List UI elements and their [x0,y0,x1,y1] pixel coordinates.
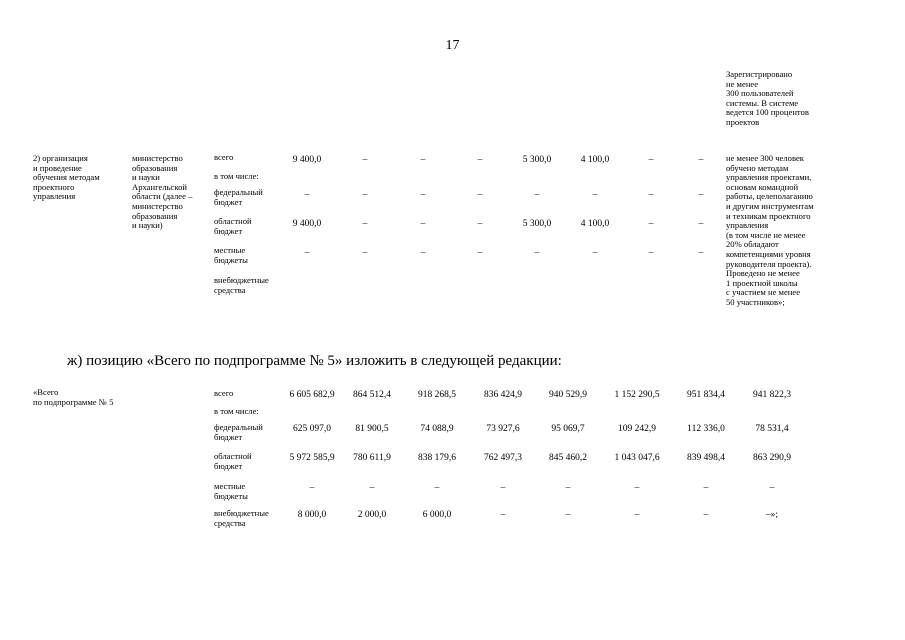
value-cell: – [477,190,483,200]
value-cell: – [648,155,654,165]
item2-executor: министерство образования и науки Архангельской области (далее – министерство образования и науки) [132,153,193,231]
value-cell: 951 834,4 [687,390,725,400]
value-cell: – [420,155,426,165]
value-cell: 940 529,9 [549,390,587,400]
value-cell: – [369,483,375,493]
value-cell: 941 822,3 [753,390,791,400]
value-cell: – [698,155,704,165]
value-cell: – [420,248,426,258]
value-cell: – [362,155,368,165]
value-cell: – [420,219,426,229]
source-label: в том числе: [214,406,259,416]
value-cell: – [703,510,709,520]
value-cell: – [362,248,368,258]
value-cell: 74 088,9 [420,424,454,434]
value-cell: 1 043 047,6 [614,453,660,463]
value-cell: 112 336,0 [687,424,725,434]
value-cell: 73 927,6 [486,424,520,434]
source-label: внебюджетные средства [214,275,269,295]
value-cell: – [477,219,483,229]
source-label: федеральный бюджет [214,422,263,442]
value-cell: – [769,483,775,493]
source-label: местные бюджеты [214,245,248,265]
value-cell: –»; [765,510,779,520]
section-heading: ж) позицию «Всего по подпрограмме № 5» изложить в следующей редакции: [67,353,562,369]
value-cell: – [592,248,598,258]
value-cell: 78 531,4 [755,424,789,434]
value-cell: – [648,248,654,258]
previous-row-outcome: Зарегистрировано не менее 300 пользователей системы. В системе ведется 100 процентов проектов [726,69,809,127]
value-cell: – [634,510,640,520]
value-cell: 6 605 682,9 [289,390,335,400]
item2-name: 2) организация и проведение обучения методам проектного управления [33,153,100,202]
value-cell: – [565,510,571,520]
value-cell: – [698,219,704,229]
value-cell: – [648,190,654,200]
value-cell: 5 300,0 [522,219,552,229]
source-label: федеральный бюджет [214,187,263,207]
value-cell: – [500,483,506,493]
value-cell: 9 400,0 [292,219,322,229]
value-cell: 780 611,9 [353,453,391,463]
value-cell: 863 290,9 [753,453,791,463]
value-cell: – [304,190,310,200]
value-cell: – [500,510,506,520]
value-cell: – [362,219,368,229]
value-cell: 9 400,0 [292,155,322,165]
source-label: в том числе: [214,171,259,181]
value-cell: 838 179,6 [418,453,456,463]
value-cell: – [420,190,426,200]
value-cell: 8 000,0 [297,510,327,520]
value-cell: – [534,190,540,200]
value-cell: – [698,248,704,258]
value-cell: 2 000,0 [357,510,387,520]
value-cell: – [534,248,540,258]
source-label: областной бюджет [214,451,252,471]
value-cell: – [477,155,483,165]
value-cell: 762 497,3 [484,453,522,463]
value-cell: 5 972 585,9 [289,453,335,463]
value-cell: 625 097,0 [293,424,331,434]
source-label: всего [214,388,234,398]
page-number: 17 [445,38,460,53]
value-cell: 918 268,5 [418,390,456,400]
value-cell: 839 498,4 [687,453,725,463]
value-cell: 4 100,0 [580,219,610,229]
value-cell: – [304,248,310,258]
value-cell: 845 460,2 [549,453,587,463]
value-cell: – [362,190,368,200]
total-name: «Всего по подпрограмме № 5 [33,387,114,407]
value-cell: 95 069,7 [551,424,585,434]
value-cell: – [648,219,654,229]
value-cell: – [634,483,640,493]
value-cell: – [434,483,440,493]
value-cell: – [703,483,709,493]
source-label: местные бюджеты [214,481,248,501]
source-label: внебюджетные средства [214,508,269,528]
value-cell: 4 100,0 [580,155,610,165]
value-cell: 81 900,5 [355,424,389,434]
value-cell: – [309,483,315,493]
value-cell: 5 300,0 [522,155,552,165]
value-cell: – [477,248,483,258]
value-cell: – [698,190,704,200]
value-cell: 109 242,9 [618,424,656,434]
item2-outcome: не менее 300 человек обучено методам управления проектами, основам командной работы, целеполаганию и другим инструментам и техникам проектного управления (в том числе не менее 20% обладают компетенциями уровня руководителя проекта). Проведено не менее 1 проектной школы с участием не менее 50 участников»; [726,153,814,307]
value-cell: – [592,190,598,200]
value-cell: 864 512,4 [353,390,391,400]
value-cell: 836 424,9 [484,390,522,400]
value-cell: – [565,483,571,493]
value-cell: 6 000,0 [422,510,452,520]
source-label: областной бюджет [214,216,252,236]
value-cell: 1 152 290,5 [614,390,660,400]
source-label: всего [214,152,234,162]
